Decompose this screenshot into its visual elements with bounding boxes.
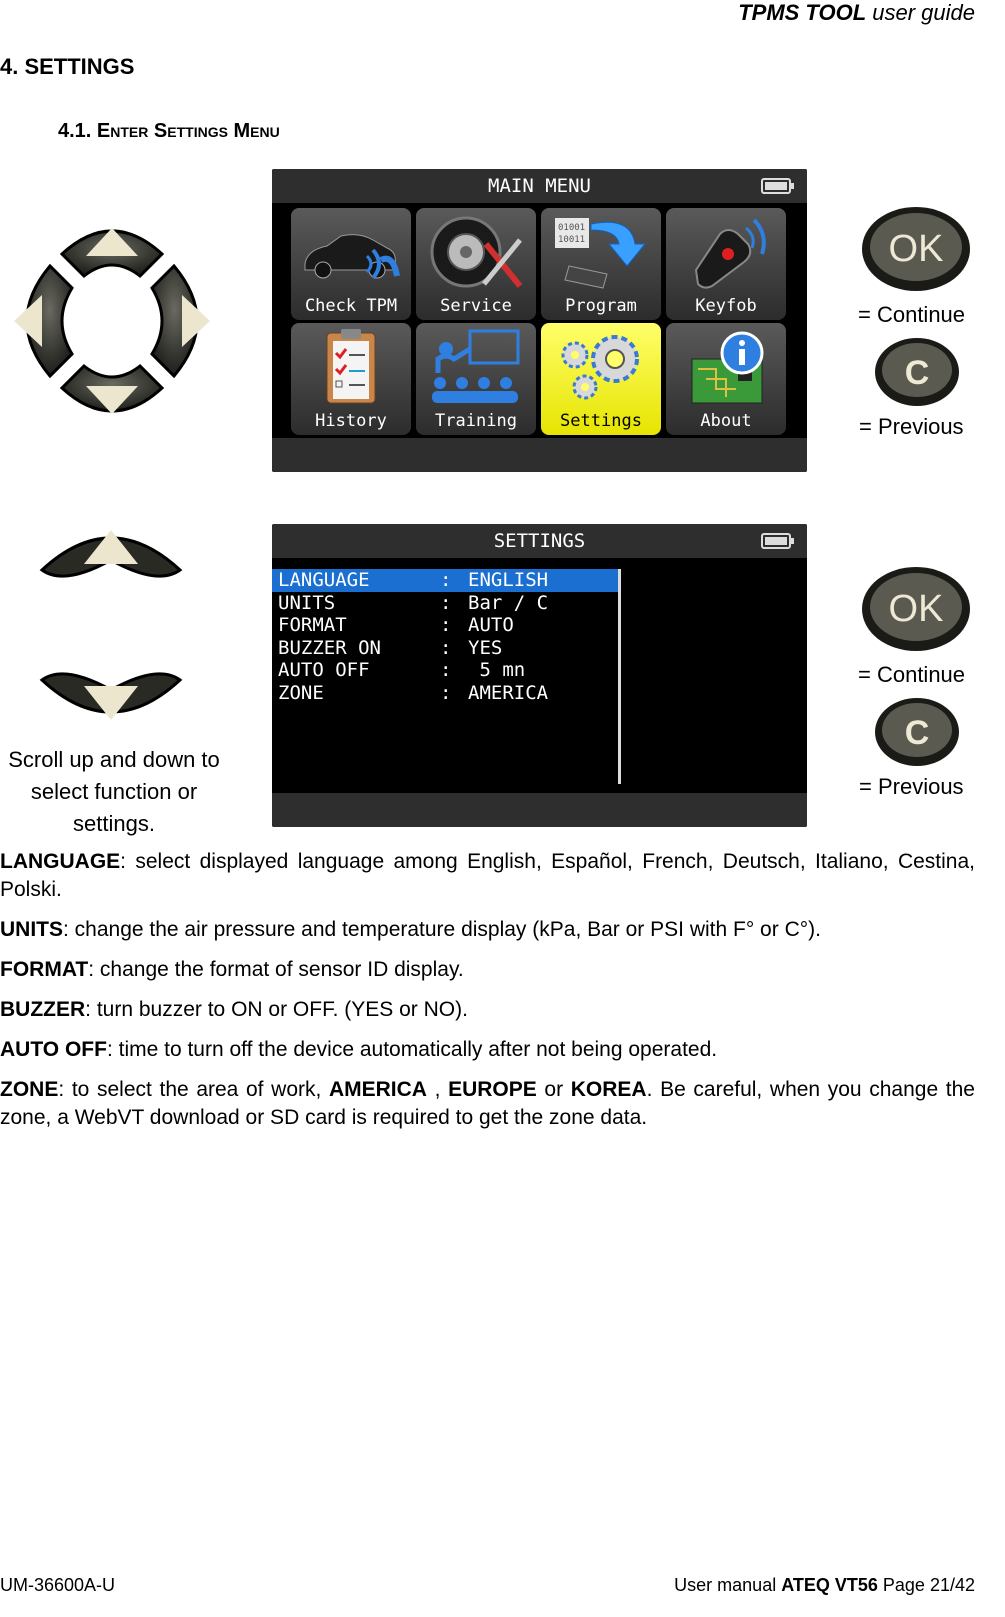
setting-key: FORMAT xyxy=(278,614,347,637)
tile-label: Settings xyxy=(560,411,642,431)
setting-value: 5 mn xyxy=(468,659,526,682)
tile-about[interactable] xyxy=(666,323,786,435)
setting-separator: : xyxy=(440,614,452,637)
ok-button[interactable] xyxy=(860,565,972,653)
format-description xyxy=(0,956,975,984)
setting-value: ENGLISH xyxy=(468,569,549,591)
car-icon xyxy=(301,214,401,292)
previous-caption: = Previous xyxy=(859,414,964,439)
main-menu-title: MAIN MENU xyxy=(488,175,591,197)
zone-option: EUROPE xyxy=(448,1078,537,1101)
page-footer xyxy=(674,1575,975,1596)
setting-key: LANGUAGE xyxy=(278,569,370,591)
header-guide: user guide xyxy=(866,0,975,25)
setting-value: Bar / C xyxy=(468,591,549,614)
definition: : to select the area of work, xyxy=(58,1078,329,1101)
settings-footer xyxy=(272,793,807,827)
settings-screen xyxy=(272,524,807,827)
setting-separator: : xyxy=(440,569,452,591)
setting-row-units[interactable] xyxy=(272,592,620,615)
subsection-title: 4.1. Enter Settings Menu xyxy=(58,120,280,142)
keyfob-icon xyxy=(676,214,776,292)
tile-settings[interactable] xyxy=(541,323,661,435)
tile-label: Program xyxy=(565,296,637,316)
auto-off-description xyxy=(0,1036,975,1064)
tile-label: About xyxy=(700,411,752,431)
definition: . Be careful, when you change the zone, a WebVT download or SD card is required to get the zone data. xyxy=(0,1078,975,1129)
settings-list xyxy=(272,569,620,705)
ok-button-label: OK xyxy=(888,588,944,630)
training-icon xyxy=(426,329,526,407)
zone-description xyxy=(0,1076,975,1132)
setting-key: BUZZER ON xyxy=(278,636,381,659)
c-button-label: C xyxy=(904,354,930,392)
setting-key: UNITS xyxy=(278,591,336,614)
previous-caption: = Previous xyxy=(859,774,964,799)
program-sensor-icon xyxy=(551,214,651,292)
setting-value: YES xyxy=(468,636,503,659)
zone-option: KOREA xyxy=(570,1078,647,1101)
svg-text:10011: 10011 xyxy=(558,235,586,245)
clipboard-icon xyxy=(301,329,401,407)
setting-value: AMERICA xyxy=(468,681,549,704)
tile-label: History xyxy=(315,411,387,431)
tile-label: Training xyxy=(435,411,517,431)
main-menu-footer xyxy=(272,438,807,472)
setting-separator: : xyxy=(440,681,452,704)
continue-caption: = Continue xyxy=(858,662,966,687)
settings-title: SETTINGS xyxy=(493,530,586,552)
tile-program[interactable] xyxy=(541,208,661,320)
setting-key: AUTO OFF xyxy=(278,659,370,682)
header-product: TPMS TOOL xyxy=(738,0,867,25)
separator: or xyxy=(536,1078,571,1101)
tire-tools-icon xyxy=(426,214,526,292)
tile-label: Keyfob xyxy=(695,296,757,316)
footer-label: User manual xyxy=(674,1575,782,1595)
setting-row-zone[interactable] xyxy=(272,682,620,705)
setting-row-auto-off[interactable] xyxy=(272,659,620,682)
document-code: UM-36600A-U xyxy=(0,1575,116,1595)
setting-separator: : xyxy=(440,659,452,682)
svg-text:01001: 01001 xyxy=(558,223,586,233)
language-description xyxy=(0,848,975,904)
document-header xyxy=(738,0,975,26)
term: FORMAT xyxy=(0,958,89,981)
term: UNITS xyxy=(0,918,63,941)
tile-service[interactable] xyxy=(416,208,536,320)
definition: : change the format of sensor ID display. xyxy=(88,958,464,981)
down-arrow-key-icon xyxy=(38,660,184,730)
setting-key: ZONE xyxy=(278,681,324,704)
gears-icon xyxy=(551,329,651,407)
ok-button-label: OK xyxy=(888,228,944,270)
tile-history[interactable] xyxy=(291,323,411,435)
term: ZONE xyxy=(0,1078,59,1101)
section-title: 4. SETTINGS xyxy=(0,54,135,79)
definition: : time to turn off the device automatically after not being operated. xyxy=(106,1038,718,1061)
ok-button[interactable] xyxy=(860,205,972,293)
continue-caption: = Continue xyxy=(858,302,966,327)
term: LANGUAGE xyxy=(0,850,121,873)
definition: : turn buzzer to ON or OFF. (YES or NO). xyxy=(85,998,468,1021)
c-button[interactable] xyxy=(874,696,960,768)
settings-scrollbar[interactable] xyxy=(618,569,621,784)
scroll-note: Scroll up and down to select function or settings. xyxy=(8,747,220,836)
term: AUTO OFF xyxy=(0,1038,107,1061)
info-icon xyxy=(676,329,776,407)
setting-separator: : xyxy=(440,591,452,614)
main-menu-screen xyxy=(272,169,807,472)
definition: : select displayed language among English, Español, French, Deutsch, Italiano, Cestina, Polski. xyxy=(0,850,975,901)
zone-option: AMERICA xyxy=(328,1078,427,1101)
separator: , xyxy=(426,1078,449,1101)
setting-value: AUTO xyxy=(468,614,514,637)
c-button-label: C xyxy=(904,714,930,752)
footer-product: ATEQ VT56 xyxy=(781,1575,878,1595)
tile-check-tpm[interactable] xyxy=(291,208,411,320)
battery-icon xyxy=(761,533,791,549)
battery-icon xyxy=(761,178,791,194)
tile-keyfob[interactable] xyxy=(666,208,786,320)
up-arrow-key-icon xyxy=(38,520,184,590)
buzzer-description xyxy=(0,996,975,1024)
term: BUZZER xyxy=(0,998,86,1021)
tile-training[interactable] xyxy=(416,323,536,435)
units-description xyxy=(0,916,975,944)
definition: : change the air pressure and temperature display (kPa, Bar or PSI with F° or C°). xyxy=(63,918,821,941)
setting-row-language[interactable] xyxy=(272,569,620,592)
setting-row-format[interactable] xyxy=(272,614,620,637)
dpad-icon xyxy=(0,214,224,428)
setting-row-buzzer[interactable] xyxy=(272,637,620,660)
setting-separator: : xyxy=(440,636,452,659)
tile-label: Service xyxy=(440,296,512,316)
tile-label: Check TPM xyxy=(304,296,398,316)
c-button[interactable] xyxy=(874,336,960,408)
page-number: Page 21/42 xyxy=(877,1575,975,1595)
